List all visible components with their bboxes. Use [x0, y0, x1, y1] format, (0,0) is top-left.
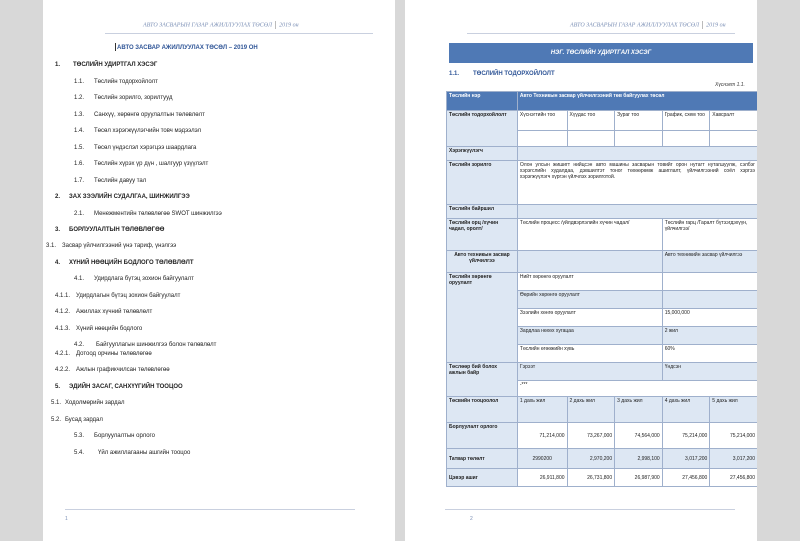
service-value: Авто техникийн засвар үйлчилгээ	[662, 251, 757, 273]
service-label: Авто техникын засвар үйлчилгээ	[447, 251, 518, 273]
project-definition-table	[446, 91, 757, 487]
header-year: 2019 он	[279, 22, 299, 29]
header-separator	[275, 21, 276, 29]
toc-entry-text[interactable]: Төсөл хэрэгжүүлэгчийн товч мэдээлэл	[94, 128, 202, 134]
toc-entry-text[interactable]: ХҮНИЙ НӨӨЦИЙН БОДЛОГО ТӨЛӨВЛӨЛТ	[69, 260, 194, 266]
sales-cell: 71,214,000	[517, 423, 567, 449]
header-separator	[702, 21, 703, 29]
investment-row-label: Төслийн өгөөжийн хүвь	[517, 345, 662, 363]
page-header	[570, 21, 726, 29]
goal-label: Төслийн зорилго	[447, 161, 518, 205]
investment-row-label: Нийт хөрөнгө оруулалт	[517, 273, 662, 291]
empty-cell	[615, 131, 663, 147]
toc-entry-number: 5.	[55, 384, 61, 390]
table-row	[447, 423, 758, 449]
inputs-label: Төслийн орц /хүчин чадал, оролт/	[447, 219, 518, 251]
expense-cell: 3,017,200	[662, 449, 710, 469]
toc-entry-text[interactable]: Засвар үйлчилгээний үнэ тариф, үнэлгээ	[62, 243, 177, 249]
page-header	[143, 21, 299, 29]
toc-entry-number: 4.2.1.	[55, 351, 71, 357]
implementer-label: Хэрэгжүүлэгч	[447, 147, 518, 161]
profit-cell: 27,456,800	[662, 469, 710, 487]
toc-entry-number: 3.	[55, 227, 61, 233]
project-name-value: Авто Техникын засвар үйлчилгээний төв байгуулах төсөл	[517, 92, 757, 111]
toc-entry-text[interactable]: БОРЛУУЛАЛТЫН ТӨЛӨВЛӨГӨӨ	[69, 227, 165, 233]
toc-entry-text[interactable]: Ходолмөрийн зардал	[65, 400, 125, 406]
document-page-2	[405, 0, 757, 541]
page-number: 2	[470, 516, 473, 522]
toc-entry-text[interactable]: Төслийн зорилго, зорилтууд	[94, 95, 173, 101]
toc-entry-number: 5.2.	[51, 417, 62, 423]
empty-cell	[517, 131, 567, 147]
expense-cell: 2,998,100	[615, 449, 663, 469]
toc-entry-text[interactable]: Хүний нөөцийн бодлого	[76, 326, 143, 332]
profit-cell: 26,731,800	[567, 469, 615, 487]
toc-entry-number: 1.7.	[74, 178, 85, 184]
table-row	[447, 205, 758, 219]
definition-label: Төслийн тодорхойлолт	[447, 111, 518, 147]
jobs-main-label: Үндсэн	[662, 363, 757, 381]
footer-rule	[65, 509, 355, 510]
investment-row-value: 2 жил	[662, 327, 757, 345]
definition-col: Хавсралт	[710, 111, 757, 131]
header-rule	[467, 33, 735, 34]
header-year: 2019 он	[706, 22, 726, 29]
empty-cell	[662, 131, 710, 147]
toc-entry-number: 5.1.	[51, 400, 62, 406]
location-label: Төслийн байршил	[447, 205, 518, 219]
doc-title: АВТО ЗАСВАР АЖИЛЛУУЛАХ ТӨСӨЛ – 2019 ОН	[117, 45, 258, 51]
table-row	[447, 219, 758, 251]
toc-entry-number: 4.	[55, 260, 61, 266]
sales-cell: 75,214,000	[662, 423, 710, 449]
sales-label: Борлуулалт орлого	[447, 423, 518, 449]
jobs-contract-label: Гэрээт	[517, 363, 662, 381]
toc-entry-number: 4.2.2.	[55, 367, 71, 373]
table-row	[447, 251, 758, 273]
toc-entry-text[interactable]: ТӨСЛИЙН УДИРТГАЛ ХЭСЭГ	[73, 62, 158, 68]
year-header: 3 дахь жил	[615, 397, 663, 423]
year-header: 5 дахь жил	[710, 397, 757, 423]
toc-entry-number: 2.1.	[74, 211, 85, 217]
toc-entry-text[interactable]: Төсөл үндэслэл хэрэгцээ шаардлага	[94, 145, 197, 151]
calc-label: Төсвийн тооцоолол	[447, 397, 518, 423]
profit-cell: 26,987,900	[615, 469, 663, 487]
toc-entry-number: 2.	[55, 194, 61, 200]
expense-label: Татвар төлөлт	[447, 449, 518, 469]
location-value	[517, 205, 757, 219]
toc-entry-number: 1.6.	[74, 161, 85, 167]
definition-col: Хүснэгтийн тоо	[517, 111, 567, 131]
document-page-1	[43, 0, 395, 541]
toc-entry-text[interactable]: Санхүү, хөрөнгө оруулалтын төлөвлөлт	[94, 112, 205, 118]
header-title: АВТО ЗАСВАРЫН ГАЗАР АЖИЛЛУУЛАХ ТӨСӨЛ	[143, 22, 273, 29]
table-row	[447, 161, 758, 205]
toc-entry-text[interactable]: Менежментийн төлөвлөгөө SWOT шинжилгээ	[94, 211, 222, 217]
toc-entry-number: 1.1.	[74, 79, 85, 85]
toc-entry-text[interactable]: Төслийн хүрэх үр дүн , шалгуур үзүүлэлт	[94, 161, 209, 167]
investment-row-value: 15,000,000	[662, 309, 757, 327]
text-cursor	[115, 43, 116, 51]
profit-label: Цэвэр ашиг	[447, 469, 518, 487]
jobs-label: Төслөөр бий болох ажлын байр	[447, 363, 518, 397]
footer-rule	[445, 509, 735, 510]
toc-entry-text[interactable]: Ажлын графикчилсан төлөвлөгөө	[76, 367, 170, 373]
empty-cell	[567, 131, 615, 147]
definition-col: Хүүдас тоо	[567, 111, 615, 131]
section-number: 1.1.	[449, 71, 460, 77]
expense-cell: 3,017,200	[710, 449, 757, 469]
toc-entry-text[interactable]: Төслийн давуу тал	[94, 178, 147, 184]
investment-row-value: 60%	[662, 345, 757, 363]
project-name-label: Төслийн нэр	[447, 92, 518, 111]
toc-entry-number: 5.3.	[74, 433, 85, 439]
investment-row-label: Зээлийн хөнгө оруулалт	[517, 309, 662, 327]
toc-entry-number: 4.1.2.	[55, 309, 71, 315]
toc-entry-text[interactable]: ЗАХ ЗЭЭЛИЙН СУДАЛГАА, ШИНЖИЛГЭЭ	[69, 194, 190, 200]
investment-row-label: Өөрийн хөрөнгө оруулалт	[517, 291, 662, 309]
investment-row-value	[662, 273, 757, 291]
toc-entry-number: 4.1.3.	[55, 326, 71, 332]
toc-entry-text[interactable]: ЭДИЙН ЗАСАГ, САНХҮҮГИЙН ТООЦОО	[69, 384, 183, 390]
page-number: 1	[65, 516, 68, 522]
sales-cell: 75,214,000	[710, 423, 757, 449]
toc-entry-text[interactable]: Үйл ажиллагааны ашгийн тооцоо	[98, 450, 191, 456]
implementer-value	[517, 147, 757, 161]
table-row	[447, 92, 758, 111]
section-title: ТӨСЛИЙН ТОДОРХОЙЛОЛТ	[473, 71, 555, 77]
toc-entry-number: 4.1.1.	[55, 293, 71, 299]
table-row	[447, 449, 758, 469]
toc-entry-number: 1.4.	[74, 128, 85, 134]
toc-entry-number: 1.3.	[74, 112, 85, 118]
outputs-value: Төслийн гарц /Гаралт бүтээгдэхүүн, үйлчилгээ/	[662, 219, 757, 251]
definition-col: Зураг тоо	[615, 111, 663, 131]
toc-entry-text[interactable]: Удирдлага бүтэц зохион байгуулалт	[94, 276, 194, 282]
sales-cell: 73,267,000	[567, 423, 615, 449]
sales-cell: 74,564,000	[615, 423, 663, 449]
toc-entry-number: 4.2.	[74, 342, 85, 348]
header-rule	[105, 33, 373, 34]
toc-entry-text[interactable]: Бусад зардал	[65, 417, 103, 423]
toc-entry-number: 5.4.	[74, 450, 85, 456]
toc-entry-number: 4.1.	[74, 276, 85, 282]
definition-col: График, схем тоо	[662, 111, 710, 131]
year-header: 2 дахь жил	[567, 397, 615, 423]
empty-cell	[710, 131, 757, 147]
investment-row-label: Зардлаа нөхөх хугацаа	[517, 327, 662, 345]
toc-entry-text[interactable]: Удирдлагын бүтэц зохион байгуулалт	[76, 293, 181, 299]
toc-entry-number: 1.2.	[74, 95, 85, 101]
header-title: АВТО ЗАСВАРЫН ГАЗАР АЖИЛЛУУЛАХ ТӨСӨЛ	[570, 22, 700, 29]
toc-entry-text[interactable]: Ажиллах хүчний төлөвлөлт	[76, 309, 153, 315]
toc-entry-text[interactable]: Борлуулалтын орлого	[94, 433, 155, 439]
jobs-value: -***	[517, 381, 757, 397]
toc-entry-text[interactable]: Төслийн тодорхойлолт	[94, 79, 158, 85]
expense-cell: 2,970,200	[567, 449, 615, 469]
toc-entry-number: 3.1.	[46, 243, 57, 249]
toc-entry-text[interactable]: Дотоод орчины төлөвлөгөө	[76, 351, 152, 357]
service-empty	[517, 251, 662, 273]
toc-entry-number: 1.	[55, 62, 61, 68]
investment-row-value	[662, 291, 757, 309]
toc-entry-number: 1.5.	[74, 145, 85, 151]
table-caption: Хүснэгт 1.1.	[715, 82, 745, 88]
toc-entry-text[interactable]: Байгууллагын шинжилгээ болон төлөвлөлт	[96, 342, 217, 348]
goal-text: Олон улсын жишигт нийцсэн авто машины засварын товийг орон нутагт нутагшуулж, сэлбэг хэрэгслийн худалдаа, дэвшилтэт тоног төхөөрөмж ашиглалт, үйлчилгээний соёл хэргээ хэрэгжүүлэгч хүргэн үйлчлэх зорилготой.	[517, 161, 757, 205]
section-heading	[449, 71, 555, 77]
table-row	[447, 363, 758, 381]
expense-cell: 2990200	[517, 449, 567, 469]
table-row	[447, 397, 758, 423]
investment-label: Төслийн хөрөнгө оруулалт	[447, 273, 518, 363]
table-row	[447, 147, 758, 161]
inputs-value: Төслийн процесс /үйлдвэрлэлийн хүчин чадал/	[517, 219, 662, 251]
profit-cell: 26,911,800	[517, 469, 567, 487]
profit-cell: 27,456,800	[710, 469, 757, 487]
table-row	[447, 273, 758, 291]
table-row	[447, 111, 758, 131]
year-header: 1 дахь жил	[517, 397, 567, 423]
section-banner: НЭГ. ТӨСЛИЙН УДИРТГАЛ ХЭСЭГ	[449, 43, 753, 63]
table-row	[447, 469, 758, 487]
year-header: 4 дахь жил	[662, 397, 710, 423]
